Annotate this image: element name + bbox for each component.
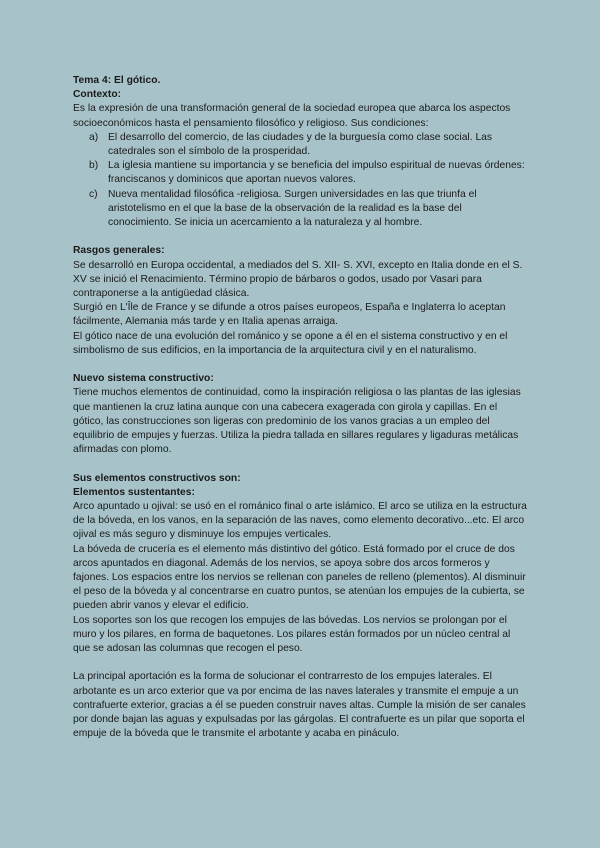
spacer xyxy=(73,358,528,372)
spacer xyxy=(73,230,528,244)
elements-paragraph: La bóveda de crucería es el elemento más distintivo del gótico. Está formado por el cruce de dos arcos apuntados en diagonal. Además de los nervios, se apoya sobre dos arcos formeros y fajones. Los espacios entre los nervios se rellenan con paneles de relleno (plementos). Al disminuir el peso de la bóveda y al concentrarse en cuatro puntos, se atenúan los empujes de la cubierta, se pueden abrir vanos y elevar el edificio. xyxy=(73,543,526,612)
condition-text: La iglesia mantiene su importancia y se beneficia del impulso espiritual de nuevas órdenes: franciscanos y dominicos que aportan nuevos valores. xyxy=(108,160,525,186)
general-paragraph: Surgió en L'Île de France y se difunde a otros países europeos, España e Inglaterra lo aceptan fácilmente, Alemania más tarde y en Italia apenas arraiga. xyxy=(73,302,506,328)
list-marker: c) xyxy=(89,188,98,200)
conditions-list xyxy=(73,131,528,230)
condition-text: Nueva mentalidad filosófica -religiosa. Surgen universidades en las que triunfa el aristotelismo en el que la base de la observación de la realidad es la base del conocimiento. Se inicia un acercamiento a la naturaleza y al hombre. xyxy=(108,188,477,229)
elements-subheading: Elementos sustentantes: xyxy=(73,486,195,498)
system-heading: Nuevo sistema constructivo: xyxy=(73,373,214,385)
general-heading: Rasgos generales: xyxy=(73,245,165,257)
spacer xyxy=(73,457,528,471)
list-marker: a) xyxy=(89,131,99,143)
condition-item xyxy=(73,159,528,187)
elements-paragraph: Los soportes son los que recogen los empujes de las bóvedas. Los nervios se prolongan por el muro y los pilares, en forma de baquetones. Los pilares están formados por un núcleo central al que se adosan las columnas que recogen el peso. xyxy=(73,614,511,655)
condition-text: El desarrollo del comercio, de las ciudades y de la burguesía como clase social. Las catedrales son el símbolo de la prosperidad. xyxy=(108,131,493,158)
condition-item xyxy=(73,131,528,159)
elements-heading: Sus elementos constructivos son: xyxy=(73,472,241,484)
final-paragraph: La principal aportación es la forma de solucionar el contrarresto de los empujes laterales. El arbotante es un arco exterior que va por encima de las naves laterales y transmite el empuje a un contrafuerte exterior, gracias a él se pueden construir naves altas. Cumple la misión de ser canales por donde bajan las aguas y expulsadas por las gárgolas. El contrafuerte es un pilar que soporta el empuje de la bóveda que le transmite el arbotante y acaba en pináculo. xyxy=(73,671,526,740)
system-paragraph: Tiene muchos elementos de continuidad, como la inspiración religiosa o las plantas de las iglesias que mantienen la cruz latina aunque con una cabecera exagerada con girola y capillas. En el gótico, las construcciones son ligeras con predominio de los vanos gracias a un empleo del equilibrio de empujes y fuerzas. Utiliza la piedra tallada en sillares regulares y ligaduras metálicas afirmadas con plomo. xyxy=(73,387,521,456)
spacer xyxy=(73,656,528,670)
context-heading: Contexto: xyxy=(73,89,122,101)
general-paragraph: El gótico nace de una evolución del románico y se opone a él en el sistema constructivo y en el simbolismo de sus edificios, en la importancia de la arquitectura civil y en el naturalismo. xyxy=(73,330,508,356)
general-paragraph: Se desarrolló en Europa occidental, a mediados del S. XII- S. XVI, excepto en Italia donde en el S. XV se inició el Renacimiento. Término propio de bárbaros o godos, usado por Vasari para contraponerse a la antigüedad clásica. xyxy=(73,259,523,300)
context-intro: Es la expresión de una transformación general de la sociedad europea que abarca los aspectos socioeconómicos hasta el pensamiento filosófico y religioso. Sus condiciones: xyxy=(73,103,511,129)
condition-item xyxy=(73,188,528,231)
list-marker: b) xyxy=(89,160,99,172)
elements-paragraph: Arco apuntado u ojival: se usó en el románico final o arte islámico. El arco se utiliza en la estructura de la bóveda, en los vanos, en la separación de las naves, como elemento decorativo...etc. El arco ojival es más seguro y disminuye los empujes verticales. xyxy=(73,501,527,541)
document-title: Tema 4: El gótico. xyxy=(73,75,161,86)
